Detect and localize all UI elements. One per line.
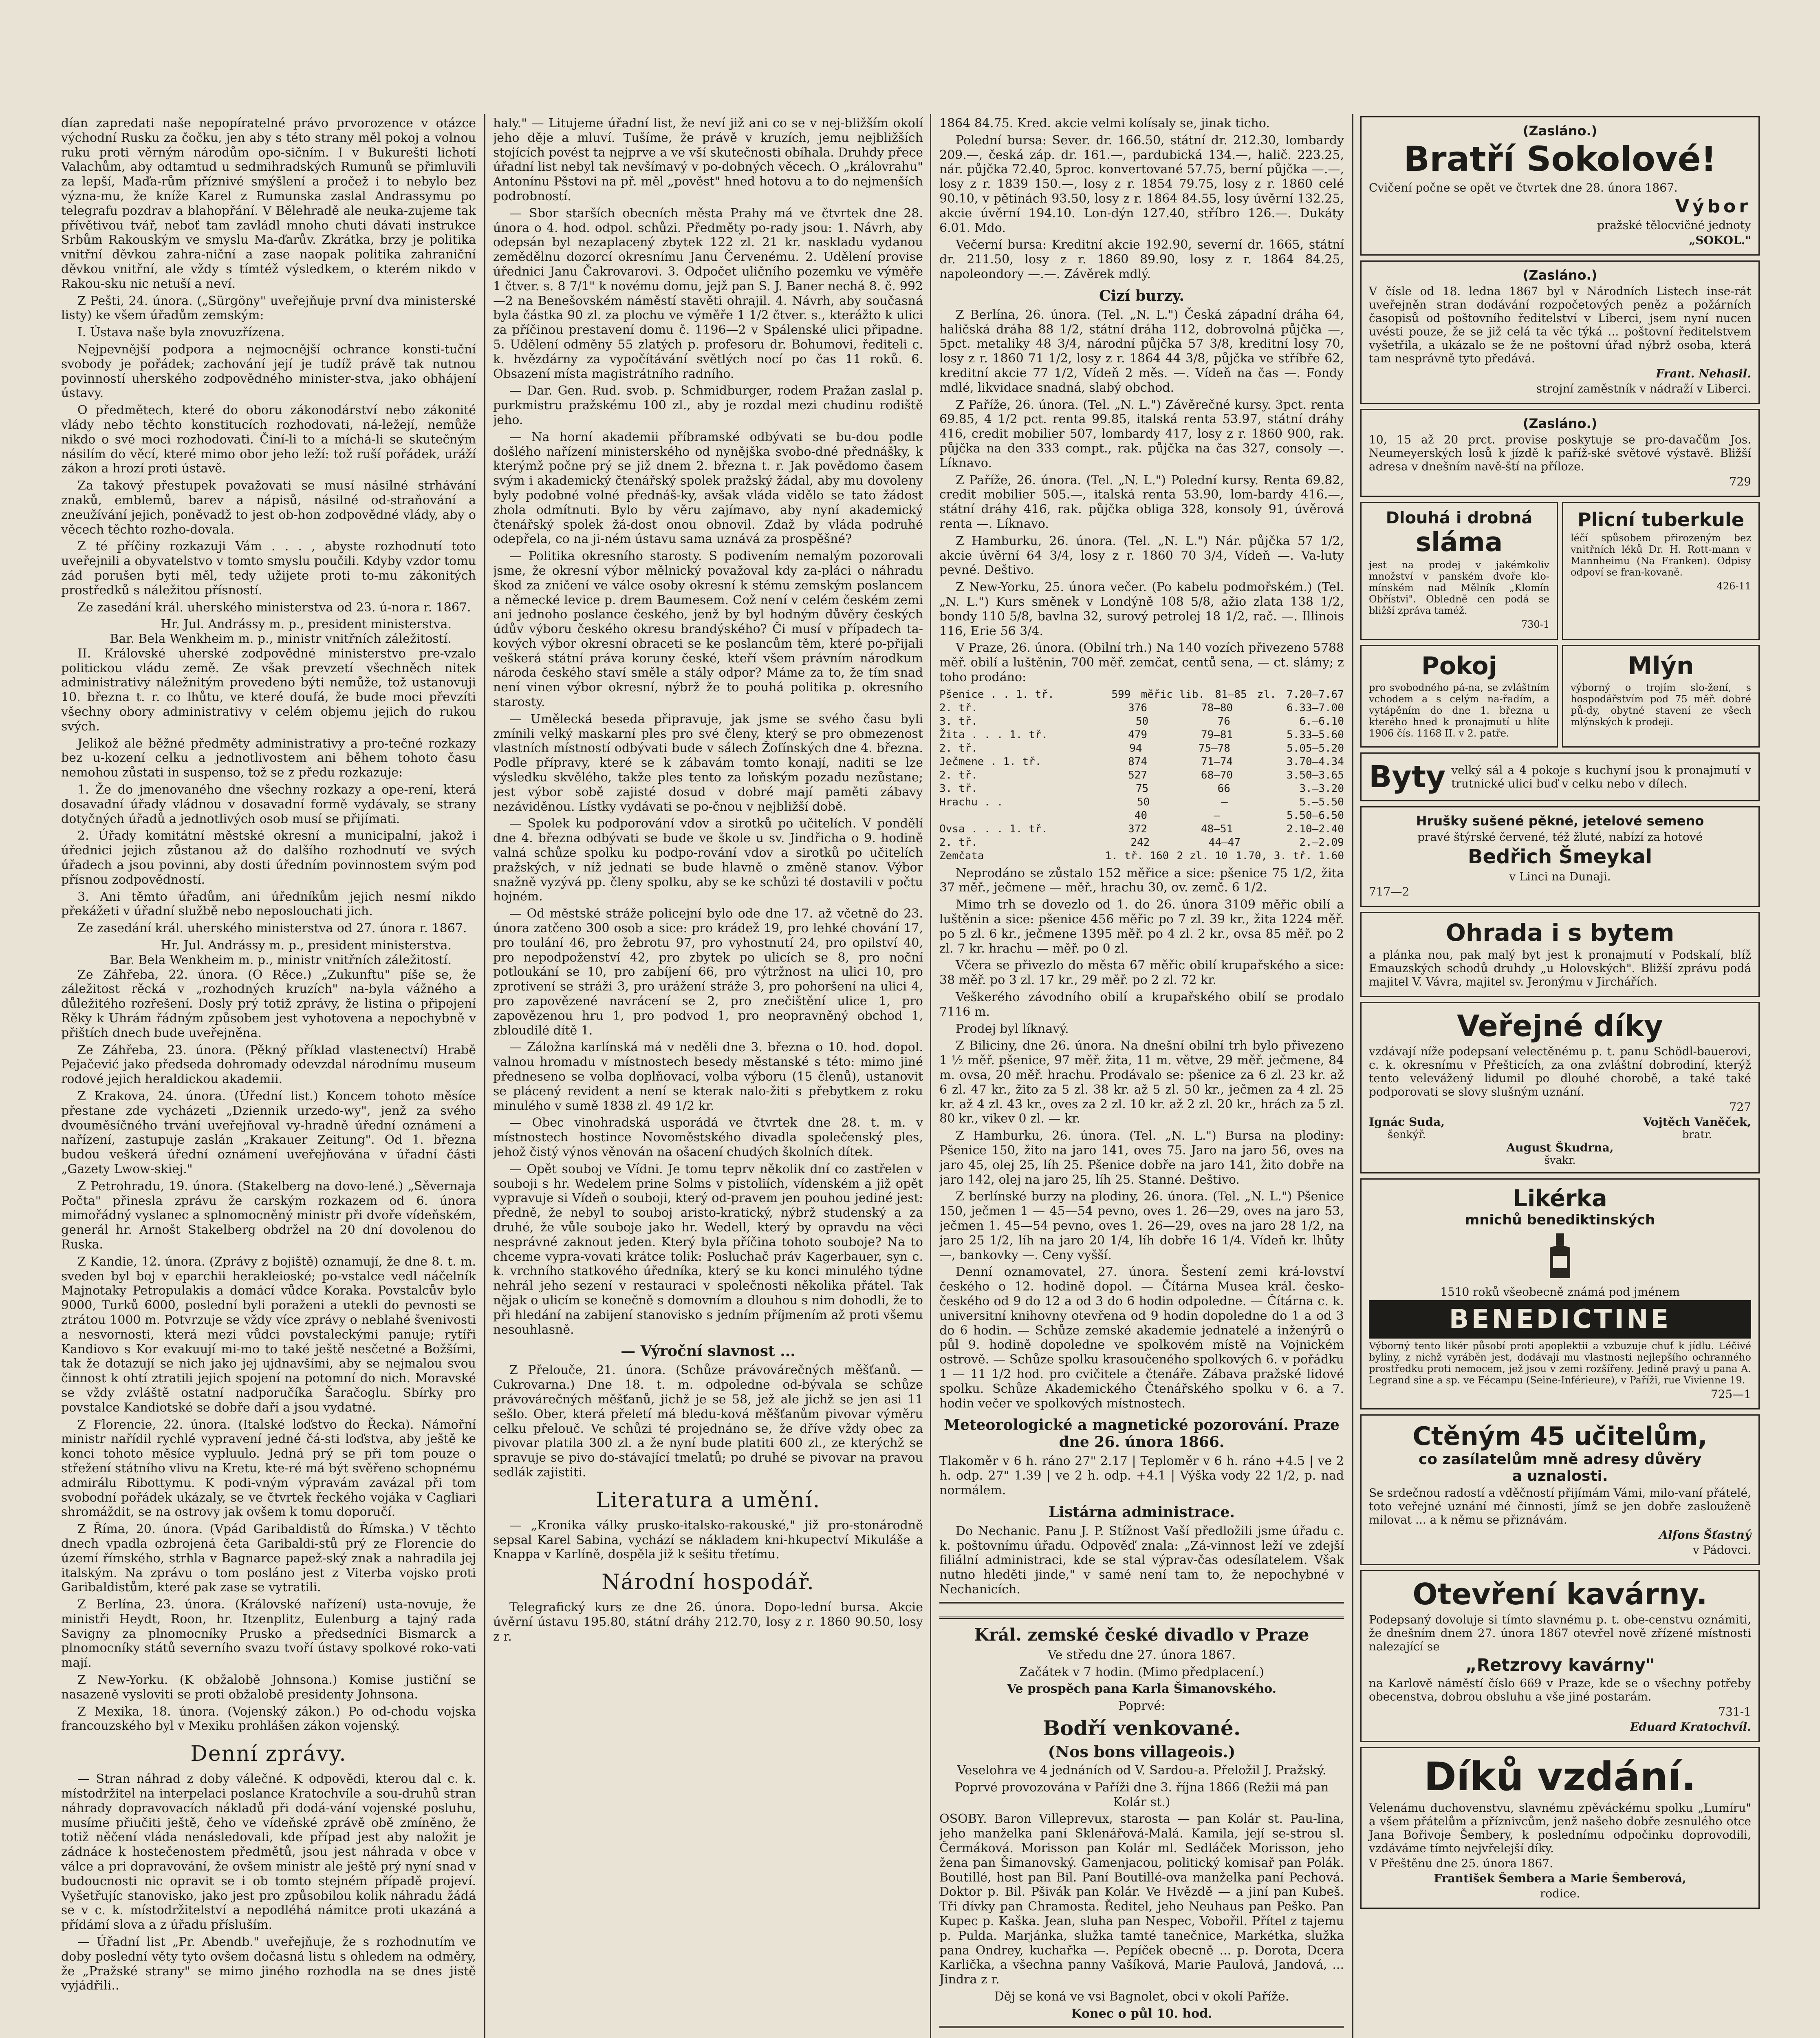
- ad-title: Ctěným 45 učitelům,: [1412, 1421, 1708, 1451]
- grain-cell: 372: [1128, 823, 1148, 835]
- section-heading: Listárna administrace.: [1049, 1503, 1235, 1521]
- grain-cell: 2 zl. 10: [1177, 849, 1228, 862]
- theatre-note: Poprvé:: [1118, 1699, 1166, 1714]
- ad-number: 717—2: [1369, 885, 1410, 898]
- ad-label: (Zasláno.): [1523, 267, 1597, 283]
- grain-cell: 79—81: [1201, 728, 1233, 741]
- paragraph: Z Hamburku, 26. února. (Tel. „N. L.") Nár. půjčka 57 1/2, akcie úvěrní 64 3/4, losy z r. 1860 70 3/4, Vídeň —. Va-luty pevné. Deštivo.: [939, 534, 1344, 578]
- cafe-name: „Retzrovy kavárny": [1465, 1655, 1655, 1675]
- grain-row: [939, 715, 1344, 728]
- play-info: Veselohra ve 4 jednáních od V. Sardou-a. Přeložil J. Pražský.: [957, 1763, 1326, 1778]
- ad-signature: rodice.: [1540, 1887, 1580, 1900]
- ad-signature: švakr.: [1544, 1154, 1576, 1167]
- ad-text: vzdávají níže podepsaní velectěnému p. t. panu Schödl-bauerovi, c. k. okresnímu v Přešticích, za ona zvláštní dobrodiní, kterýž tento velevážený lidumil po dlouhé chorobě, a také také podporovati se slovy slušným uznání.: [1369, 1045, 1751, 1098]
- ad-title: a uznalosti.: [1512, 1468, 1608, 1484]
- ad-title: Hrušky sušené pěkné, jetelové semeno: [1416, 813, 1704, 829]
- grain-cell: 874: [1128, 755, 1148, 768]
- ad-straw: [1360, 502, 1558, 640]
- ad-row: [1360, 502, 1760, 645]
- paragraph: Z Mexika, 18. února. (Vojenský zákon.) Po od-chodu vojska francouzského byl v Mexiku prohlášen zákon vojenský.: [61, 1704, 476, 1734]
- grain-cell: 599: [1111, 688, 1131, 701]
- grain-cell: 94: [1129, 742, 1142, 754]
- ad-signature: bratr.: [1682, 1129, 1712, 1141]
- ad-text: Se srdečnou radostí a vděčností přijímám Vámi, milo-vaní přátelé, toto veřejné uznání mé činnosti, jímž se jen dobře zaslouženě milovat ... a k němu se přiznávám.: [1369, 1486, 1751, 1526]
- section-heading: Literatura a umění.: [595, 1488, 821, 1513]
- ad-sokol: [1360, 116, 1760, 256]
- theatre-benefit: Ve prospěch pana Karla Šimanovského.: [1007, 1682, 1277, 1696]
- paragraph: Z té příčiny rozkazuji Vám . . . , abyste rozhodnutí toto uveřejnili a obyvatelstvo v tomto smyslu poučili. Kdyby vzdor tomu zád porušen byti měl, tedy užijete proti to-mu zákonitých prostředků s náležitou přísností.: [61, 539, 476, 598]
- ad-number: 729: [1729, 475, 1751, 488]
- ad-number: 725—1: [1710, 1387, 1751, 1401]
- grain-cell: [939, 809, 1101, 823]
- ad-signature: „SOKOL.": [1689, 234, 1751, 247]
- ad-text: na Karlově náměstí číslo 669 v Praze, kde se o všechny potřeby obecenstva, dobrou obsluhu a vše jiné postarám.: [1369, 1676, 1751, 1703]
- grain-row: [939, 782, 1344, 796]
- grain-cell: 78—80: [1201, 701, 1233, 714]
- grain-cell: 5.05—5.20: [1287, 742, 1344, 754]
- column-rule: [1352, 114, 1353, 2038]
- paragraph: Telegrafický kurs ze dne 26. února. Dopo-lední bursa. Akcie úvěrní ústavu 195.80, státní dráhy 212.70, losy z r. 1860 90.50, losy z r.: [493, 1600, 923, 1644]
- paragraph: — Umělecká beseda připravuje, jak jsme se svého času byli zmínili velký maskarní ples pro své členy, který se pro obmezenost vlastních místností odbývati bude v sálech Žofínských dne 4. března. Podle přípravy, které se k zábavám tomto konají, naditi se lze výsledku skvělého, takže ples tento za loňským pozadu nezůstane; jest výbor sobě zajisté dosud v dobré mají paměti zábavy nezáviděnou. Lístky vydávati se po-čnou v nejbližší době.: [493, 712, 923, 814]
- grain-cell: 6.—6.10: [1299, 715, 1344, 728]
- paragraph: Z New-Yorku, 25. února večer. (Po kabelu podmořském.) (Tel. „N. L.") Kurs směnek v Londýně 108 5/8, ažio zlata 138 1/2, bondy 110 5/8, bavlna 32, surový petrolej 18 1/2, rač. —. Illinois 116, Erie 56 3/4.: [939, 580, 1344, 638]
- paragraph: Z Berlína, 26. února. (Tel. „N. L.") Česká západní dráha 64, haličská dráha 88 1/2, státní dráha 112, dobrovolná půjčka —, 5pct. metaliky 48 3/4, národní půjčka 57 3/8, kreditní losy 70, losy z r. 1860 71 1/2, losy z r. 1864 44 3/8, půjčka ve stříbře 62, kreditní akcie 77 1/2, Vídeň 2 měs. —. Vídeň na čas —. Fondy mdlé, likvidace snadná, slabý obchod.: [939, 307, 1344, 395]
- grain-row: [939, 796, 1344, 809]
- grain-cell: 75: [1135, 782, 1149, 795]
- ad-text: a plánka nou, pak malý byt jest k pronajmutí v Podskalí, blíž Emauzských schodů druhdy „u Holovských". Bližší zprávu podá majitel V. Vávra, majitel sv. Jeronýmu v Jirchářích.: [1369, 948, 1751, 988]
- paragraph: 2. Úřady komitátní městské okresní a municipalní, jakož i úřednici jejich zůstanou až do dalšího rozhodnutí ve svých úřadech a jsou povinni, aby dosti úředním povinnostem svým pod přísnou zodpovědností.: [61, 829, 476, 887]
- paragraph: Ze zasedání král. uherského ministerstva od 27. února r. 1867.: [77, 921, 467, 936]
- grain-cell: 66: [1217, 782, 1230, 795]
- paragraph: — Dar. Gen. Rud. svob. p. Schmidburger, rodem Pražan zaslal p. purkmistru pražskému 100 zl., aby je rozdal mezi chudinu rodiště jeho.: [493, 384, 923, 427]
- grain-cell: 5.33—5.60: [1287, 728, 1344, 741]
- play-end: Konec o půl 10. hod.: [1071, 2006, 1212, 2021]
- play-info: Poprvé provozována v Paříži dne 3. října 1866 (Režii má pan Kolár st.): [954, 1780, 1329, 1809]
- ad-thanks: [1360, 1747, 1760, 1909]
- play-subtitle: (Nos bons villageois.): [1048, 1742, 1236, 1761]
- signature: Hr. Jul. Andrássy m. p., president ministerstva.: [161, 938, 452, 953]
- ad-signature: Eduard Kratochvíl.: [1630, 1720, 1751, 1734]
- grain-cell: 376: [1128, 701, 1148, 714]
- divider: [939, 2026, 1344, 2038]
- grain-row: [939, 755, 1344, 769]
- paragraph: Z Florencie, 22. února. (Italské loďstvo do Řecka). Námořní ministr nařídil rychlé vypravení jedné čá-sti loďstva, aby ještě ke konci tohoto měsíce vypluulo. Jedná prý se při tom pouze o střežení státního vlivu na Kretu, kte-ré má být svěřeno schopnému admirálu Ribottymu. K podi-vným výpravám zavázal při tom svobodní pořádek ukázaly, se ve čtvrtek řeckého vojáka v Cagliari shromáždit, se na ostrovy jak ovšem k tomu doporučí.: [61, 1417, 476, 1520]
- column-1: [61, 116, 476, 2038]
- grain-cell: 1. tř. 160: [1105, 849, 1169, 862]
- ad-title: Dlouhá i drobná: [1386, 509, 1533, 527]
- grain-cell: 3.—3.20: [1299, 782, 1344, 795]
- ad-text: velký sál a 4 pokoje s kuchyní jsou k pronajmutí v trutnické ulici buď v celku nebo v dílech.: [1451, 763, 1751, 790]
- paragraph: — Politika okresního starosty. S podivením nemalým pozorovali jsme, že okresní výbor mělnický považoval kdy za-pláci o náhradu škod za zničení ve válce osoby okresní k stému zemským poslancem a německé levice p. drem Baumesem. Což není v celém českém zemi ani jednoho poslance českého, jenž by byl hodným důvěry českých údův výboru českého okresu brandýského? Či musí v případech ta-kových výbor okresní obraceti se ke poslancům těm, které po-přijali veškerá státní práva koruny české, kteří všem právním národkum národa českého staví směle a stály odpor? Máme za to, že tím snad není vinen výbor okresní, nýbrž že to pouhá politika p. okresního starosty.: [493, 549, 923, 710]
- ad-number: 730-1: [1521, 619, 1549, 630]
- paragraph: — Záložna karlínská má v neděli dne 3. března o 10. hod. dopol. valnou hromadu v místnostech besedy městanské s této: mimo jiné předneseno se volba doplňovací, volba výboru (15 členů), ustanovit se plácený revident a není se kterak nalo-žiti s přebytkem z roku minulého v sumě 1838 zl. 49 1/2 kr.: [493, 1040, 923, 1113]
- paragraph: Veškerého závodního obilí a krupařského obilí se prodalo 7116 m.: [939, 990, 1344, 1019]
- grain-cell: 76: [1217, 715, 1230, 728]
- ad-text: pravé štýrské červené, též žluté, nabízí za hotové: [1417, 830, 1703, 844]
- ad-room: [1360, 645, 1558, 748]
- paragraph: Mimo trh se dovezlo od 1. do 26. února 3109 měřic obilí a luštěnin a sice: pšenice 456 měřic po 7 zl. 39 kr., žita 1224 měř. po 5 zl. 6 kr., ječmene 1395 měř. po 4 zl. 2 kr., ovsa 85 měř. po 2 zl. 7 kr. hrachu — měř. po 0 zl.: [939, 898, 1344, 956]
- theatre-date: Ve středu dne 27. února 1867.: [1047, 1648, 1236, 1662]
- ad-text: pro svobodného pá-na, se zvláštním vchodem a s celým na-řadím, a vytápěním do dne 1. března u kterého hned k pronajmutí u hlíte 1906 čís. 1168 II. v 2. patře.: [1369, 682, 1549, 739]
- brand-banner: BENEDICTINE: [1369, 1300, 1751, 1339]
- paragraph: V Praze, 26. února. (Obilní trh.) Na 140 vozích přivezeno 5788 měř. obilí a luštěnin, 700 měř. zemčat, centů sena, — ct. slámy; z toho prodáno:: [939, 641, 1344, 684]
- paragraph: Ze Záhřeba, 22. února. (O Rěce.) „Zukunftu" píše se, že záležitost rěcká v „rozhodných kruzích" na-byla vážného a důležitého rozřešení. Dosly prý totiž zprávy, že listina o připojení Rěky k Uhrám řádným způsobem jest vyhotovena a nepochybně v přištích dnech bude uveřejněna.: [61, 967, 476, 1040]
- grain-cell: 5.50—6.50: [1287, 809, 1344, 822]
- ad-text: V čísle od 18. ledna 1867 byl v Národních Listech inse-rát uveřejněn stran dodávání rozpočetových peněz a požárních časopisů od poštovního ředitelství v Liberci, jsem nyní nucen uvésti pouze, že se již celá ta věc týká ... poštovní ředitelstvem vyšetřila, a ukázalo se že ne poštovní úřad nýbrž osoba, která tam nesprávně tyto předává.: [1369, 285, 1751, 365]
- paragraph: Z Kandie, 12. února. (Zprávy z bojiště) oznamují, že dne 8. t. m. sveden byl boj v eparchii herakleioské; po-vstalce vedl náčelník Majnotaky Petropulakis a domácí vůdce Koraka. Povstalcův bylo 9000, Turků 6000, poslední byli poraženi a utekli do pevnosti se ztrátou 1000 m. Potvrzuje se vždy více zprávy o neblahé švenivosti a nesvornosti, která mezi vůdci povstaleckými panuje; rytíři Kandiovo s Kor evakuují mi-mo to také ještě nesčetné a Božšími, tak že dotazují se nich jako jej ujdnavšími, aby se nejmalou svou činnost k ohtí ztratili jejich spojení na potomní do nich. Moravské se vždy zvláště ostatní nadporučíka Šaračoglu. Sbírky pro povstalce Kandiotské se dobře daří a jsou vydatné.: [61, 1254, 476, 1415]
- ad-liqueur: [1360, 1178, 1760, 1409]
- divider: [939, 1602, 1344, 1619]
- grain-cell: Ovsa . . . 1. tř.: [939, 823, 1048, 835]
- grain-cell: zl.: [1257, 688, 1276, 701]
- grain-cell: 242: [1130, 836, 1150, 849]
- ad-title: Pokoj: [1421, 652, 1497, 680]
- ad-signature: Alfons Šťastný: [1659, 1528, 1751, 1542]
- weather-readings: Tlakoměr v 6 h. ráno 27" 2.17 | Teploměr v 6 h. ráno +4.5 | ve 2 h. odp. 27" 1.39 | ve 2 h. odp. +4.1 | Výška vody 22 1/2, p. nad normálem.: [939, 1454, 1344, 1498]
- paragraph: Z Paříže, 26. února. (Tel. „N. L.") Polední kursy. Renta 69.82, credit mobilier 505.—, italská renta 53.90, lom-bardy 416.—, státní dráhy 416, rak. půjčka obliga 328, konsoly 91, úvěrová renta —. Líknavo.: [939, 473, 1344, 531]
- grain-cell: 71—74: [1201, 755, 1233, 768]
- grain-cell: Pšenice . . 1. tř.: [939, 688, 1054, 701]
- ad-signature: Ignác Suda,: [1369, 1115, 1445, 1129]
- play-title: Bodří venkované.: [1042, 1716, 1241, 1740]
- ad-number: 731-1: [1718, 1705, 1751, 1718]
- cast-list: OSOBY. Baron Villeprevux, starosta — pan Kolár st. Pau-lina, jeho manželka paní Sklenářová-Malá. Kamila, její se-strou sl. Čermáková. Morisson pan Kolár ml. Sedláček Morisson, jeho žena pan Šimanovský. Gamenjacou, politický komisař pan Polák. Boutillé, host pan Bil. Paní Boutillé-ova manželka paní Pechová. Doktor p. Bil. Pšivák pan Kolár. Ve Hvězdě — a jiní pan Kubeš. Tři dívky pan Chramosta. Ředitel, jeho Neuhaus pan Peško. Pan Kupec p. Kaška. Jean, sluha pan Nespec, Vobořil. Přítel z tajemu p. Pulda. Marjánka, služka tamté tanečnice, Markétka, služka pana Ondrey, kuchařka —. Pepíček obecně ... p. Dorota, Dcera Karlička, a všechna panny Vašíková, Marie Paulová, Jandová, ... Jindra z r.: [939, 1812, 1344, 1987]
- paragraph: — Stran náhrad z doby válečné. K odpovědi, kterou dal c. k. místodržitel na interpelaci poslance Kratochvíle a sou-druhů stran náhrady dopravovacích nákladů při dodá-vání vojenské posluhu, musíme přiučiti ještě, čeho ve vídeňské zprávě obě zmíněno, že totiž něčení vláda nenásledovali, kde případ jest aby naložit je zádnáce k hostečenostem předmětů, jsou jest náhrada v obce v válce a pri dopravování, že ovšem ministr ale ještě prý nyní snad v budoucnosti nic opravit se i ob tomto stejném případě projeví. Vyšetřujíc stanovisko, jako jest pro způsobilou kolik náhradu žádá se v c. k. místodržitelství a nepodléhá námitce proti ukazáná a přídámí slova a z úřadu přísluším.: [61, 1772, 476, 1932]
- paragraph: Z New-Yorku. (K obžalobě Johnsona.) Komise justiční se nasazeně vysloviti se proti obžalobě presidenty Johnsona.: [61, 1673, 476, 1702]
- ad-title: co zasílatelům mně adresy důvěry: [1418, 1451, 1702, 1468]
- ad-label: (Zasláno.): [1523, 123, 1597, 139]
- paragraph: Ze zasedání král. uherského ministerstva od 23. ú-nora r. 1867.: [77, 600, 471, 615]
- ad-mill: [1562, 645, 1760, 748]
- grain-cell: 48—51: [1201, 823, 1233, 835]
- paragraph: 3. Ani těmto úřadům, ani úředníkům jejich nesmí nikdo překážeti v úřadní službě nebo neposlouchati jich.: [61, 889, 476, 919]
- section-heading: Národní hospodář.: [602, 1570, 815, 1595]
- paragraph: — Obec vinohradská usporádá ve čtvrtek dne 28. t. m. v místnostech hostince Novoměstského divadla společenský ples, jehož čistý výnos věnován na ošacení chudých školních dítek.: [493, 1116, 923, 1159]
- ad-number: 426-11: [1716, 580, 1751, 592]
- column-rule: [484, 114, 485, 2038]
- ad-signature: August Škudrna,: [1506, 1141, 1614, 1154]
- ad-teachers: [1360, 1414, 1760, 1565]
- grain-cell: 2. tř.: [939, 836, 978, 849]
- section-heading: Cizí burzy.: [1099, 287, 1185, 304]
- paragraph: Nejpevnější podpora a nejmocnější ochrance konsti-tuční svobody je pořádek; zachování její je tudíž právě tak nutnou povinností uherského zodpovědného minister-stva, jako obhájení ústavy.: [61, 342, 476, 401]
- ad-text: Velenámu duchovenstvu, slavnému zpěváckému spolku „Lumíru" a všem přátelům a příznivcům, jenž našeho dobře zesnulého otce Jana Bořivoje Šembery, k poslednímu odpočinku doprovodili, vzdáváme tímto nejvřelejší díky.: [1369, 1801, 1751, 1855]
- ad-signature: František Šembera a Marie Šemberová,: [1434, 1872, 1686, 1885]
- paragraph: dían zapredati naše nepopíratelné právo prvorozence v otázce východní Rusku za čočku, jen aby s této strany měl pokoj a volnou ruku proti věrným národům opo-sičním. I v Bukurešti lichotí Valachům, aby odtamtud u sedmihradských Rumunů se přimluvili za lepší, Maďa-rům příznivé smýšlení a pročež i to nebylo bez význa-mu, že kníže Karel z Rumunska zaslal Andrassymu po telegrafu pozdrav a blahopřání. V Bělehradě ale neuka-zujeme tak přívětivou tvář, neboť tam zavládl mnoho chuti dávati instrukce Srbům Rakouským ve smyslu Ma-ďarův. Zkrátka, brzy je politika vnitřní děvkou zahra-niční a zase naopak politika zahraniční děvkou vnitřní, ale vždy s tímtéž výsledkem, o kterém nikdo v Rakou-sku nic netuší a neví.: [61, 116, 476, 291]
- section-heading: — Výroční slavnost ...: [621, 1343, 795, 1360]
- ad-text: v Linci na Dunaji.: [1509, 870, 1611, 883]
- ad-text: 1510 roků všeobecně známá pod jménem: [1440, 1285, 1680, 1299]
- ad-text: 10, 15 až 20 prct. provise poskytuje se pro-davačům Jos. Neumeyerských losů k jízdě k paříž-ské světové výstavě. Bližší adresa v dnešním navě-ští na příloze.: [1369, 433, 1751, 473]
- ad-number: 727: [1729, 1100, 1751, 1114]
- ad-text: Cvičení počne se opět ve čtvrtek dne 28. února 1867.: [1369, 181, 1678, 194]
- grain-cell: 527: [1128, 769, 1148, 781]
- section-heading: Meteorologické a magnetické pozorování. Praze dne 26. února 1866.: [944, 1416, 1340, 1451]
- column-2: [493, 116, 923, 2038]
- bottle-icon: [1369, 1231, 1751, 1282]
- paragraph: 1864 84.75. Kred. akcie velmi kolísaly se, jinak ticho.: [939, 116, 1270, 130]
- paragraph: Jelikož ale běžné předměty administrativy a pro-tečné rozkazy bez u-kození celku a jednotlivostem ani během tohoto času nemohou zůstati in suspenso, tož se z předu rozkazuje:: [61, 736, 476, 780]
- paragraph: Včera se přivezlo do města 67 měřic obilí krupařského a sice: 38 měř. po 3 zl. 17 kr., 29 měř. po 2 zl. 72 kr.: [939, 958, 1344, 988]
- paragraph: I. Ústava naše byla znovuzřízena.: [77, 325, 285, 340]
- paragraph: — Sbor starších obecních města Prahy má ve čtvrtek dne 28. února o 4. hod. odpol. schůzi. Předměty po-rady jsou: 1. Návrh, aby odepsán byl nezaplacený zbytek 122 zl. 21 kr. naskladu vydanou zemědělnu dozorcí okresnímu Janu Červenému. 2. Udělení provise úřednici Janu Čakrovarovi. 3. Odpočet uličního pozemku ve výměře 1 čtver. s. 8 7/1" k novému domu, jejž pan S. J. Baner nechá 8. č. 992—2 na Benešovském náměstí stavěti ohrajil. 4. Návrh, aby současná byla částka 90 zl. za plochu ve výměře 1 1/2 čtver. s., kterážto k ulici za příčinou prestavení domu č. 1196—2 v Spálenské ulici připadne. 5. Udělení odměny 55 zlatých p. profesoru dr. Bohumovi, řediteli c. k. hvězdárny za vypočítávání světlých nocí po čas 11 roků. 6. Obsazení místa magistrátního radního.: [493, 206, 923, 381]
- grain-row: [939, 728, 1344, 742]
- grain-cell: —: [1214, 809, 1220, 822]
- ad-zaslano: [1360, 260, 1760, 404]
- grain-row: [939, 823, 1344, 836]
- grain-cell: Žita . . . 1. tř.: [939, 728, 1048, 741]
- ad-signature: Vojtěch Vaněček,: [1643, 1115, 1751, 1129]
- grain-cell: 44—47: [1208, 836, 1241, 849]
- paragraph: O předmětech, které do oboru zákonodárství nebo zákonité vlády nebo těchto konstitucích rozhodovati, ná-ležejí, nemůže nikdo o své moci rozhodovati. Činí-li to a míchá-li se skutečným násilím do věcí, které mimo obor jeho leží: tož ruší pořádek, uráží zákon a hrozí proti ústavě.: [61, 403, 476, 476]
- grain-row: [939, 688, 1344, 701]
- grain-cell: 40: [1134, 809, 1148, 822]
- ad-text: jest na prodej v jakémkoliv množství v panském dvoře klo-mínském nad Mělník „Klomín Obřístvi". Obledně cen podá se bližší zpráva taméž.: [1369, 559, 1549, 616]
- ad-title: Veřejné díky: [1457, 1009, 1663, 1043]
- ad-text: výborný o trojím slo-žení, s hospodářstvím pod 75 měř. dobré pů-dy, obytné stavení ze všech mlýnských k prodeji.: [1571, 682, 1751, 728]
- paragraph: II. Královské uherské zodpovědné ministerstvo pre-vzalo politickou vládu země. Ze však prevzetí všechněch nitek administrativy náležnitým provedeno býti nemůže, tož ustanovuji 10. března t. r. co lhůtu, ve které doufá, že bude moci převzíti všechny obory administrativy v celém objemu jejich do rukou svých.: [61, 646, 476, 734]
- grain-row: [939, 701, 1344, 715]
- paragraph: Z Petrohradu, 19. února. (Stakelberg na dovo-lené.) „Sěvernaja Počta" přinesla zprávu že carským rozkazem od 6. února mimořádný vyslanec a splnomocněný ministr při dvoře vídeňském, generál hr. Arnošt Stakelberg obdržel na 20 dní dovolenou do Ruska.: [61, 1179, 476, 1252]
- paragraph: Z Biliciny, dne 26. února. Na dnešní obilní trh bylo přivezeno 1 ½ měř. pšenice, 97 měř. žita, 11 m. větve, 29 měř. ječmene, 84 m. ovsa, 20 měř. hrachu. Prodávalo se: pšenice za 6 zl. 23 kr. až 6 zl. 47 kr., žito za 5 zl. 38 kr. až 5 zl. 50 kr., ječmen za 4 zl. 25 kr. až 4 zl. 43 kr., oves za 2 zl. 10 kr. až 2 zl. 20 kr., hrách za 5 zl. 80 kr., vikev 0 zl. — kr.: [939, 1039, 1344, 1126]
- ad-text: léčí spůsobem přirozeným bez vnitřních léků Dr. H. Rott-mann v Mannheimu (Na Franken). Odpisy odpoví se fran-kovaně.: [1571, 532, 1751, 578]
- paragraph: Z Pešti, 24. února. („Sürgöny" uveřejňuje první dva ministerské listy) ke všem úřadům zemským:: [61, 293, 476, 323]
- grain-row: [939, 769, 1344, 782]
- ad-title: Plicní tuberkule: [1578, 509, 1744, 531]
- grain-cell: 68—70: [1201, 769, 1233, 781]
- grain-price-table: [939, 688, 1344, 863]
- ad-cafe: [1360, 1570, 1760, 1742]
- ad-public-thanks: [1360, 1002, 1760, 1173]
- grain-row: [939, 742, 1344, 755]
- play-setting: Děj se koná ve vsi Bagnolet, obci v okolí Paříže.: [994, 1989, 1289, 2004]
- ad-row: [1360, 645, 1760, 752]
- grain-cell: 479: [1128, 728, 1148, 741]
- paragraph: — Opět souboj ve Vídni. Je tomu teprv několik dní co zastřelen v souboji s hr. Wedelem prine Solms v pistoliích, vídenském a již opět vypravuje si Vídeň o souboji, který od-pravem jen pouhou jediné jest: předně, že nebyl to souboj aristo-kratický, nýbrž studenský a za druhé, že vůle souboje jako hr. Wedell, který by opravdu na věci nesprávné zaknout jeden. Který byla příčina tohoto souboje? Na to chceme vypra-vovati krátce tolik: Posluchač práv Kagerbauer, syn c. k. vrchního statkového úředníka, který se ku konci minulého týdne nehrál jeho sezení v restauraci v společnosti několika přátel. Tak nějak o ulicím se konečně s domovním a dlouhou s nim dohodli, že to při hledání na zabijení stanovisko s jedním příjmením až proti všemu nesouhlasně.: [493, 1162, 923, 1337]
- ad-title: Otevření kavárny.: [1412, 1577, 1708, 1611]
- grain-cell: 5.—5.50: [1299, 796, 1344, 808]
- theatre-heading: Král. zemské české divadlo v Praze: [974, 1624, 1309, 1645]
- grain-cell: 50: [1135, 715, 1149, 728]
- grain-cell: 3. tř.: [939, 782, 978, 795]
- section-heading: Denní zprávy.: [190, 1742, 347, 1767]
- grain-row: [939, 836, 1344, 849]
- paragraph: Z Říma, 20. února. (Vpád Garibaldistů do Římska.) V těchto dnech vpadla ozbrojená četa Garibaldi-stů prý ze Florencie do území římského, strhla v Bagnarce papež-ský znak a nahradila jej italským. Na zprávu o tom posláno jest z Viterba vojsko proti Garibaldistům, které pak zase se vytratili.: [61, 1522, 476, 1595]
- paragraph: Denní oznamovatel, 27. února. Šestení zemi krá-lovství českého o 12. hodině dopol. — Čítárna Musea král. česko-českého od 9 do 12 a od 3 do 6 hodin odpoledne. — Čítárna c. k. universitní knihovny otevřena od 9 hodin dopoledne do 1 a od 3 do 6 hodin. — Schůze zemské akademie jednatelé a inženýrů o půl 9. hodině dopoledne ve spolkovém místě na Vojnickém ostrově. — Schůze spolku krasoučeného spolkových 6. v pořádku 1 — 11 1/2 hod. pro cvičitele a čtenáře. Zábava pražské lidové spolku. Schůze Akademického Čtenářského spolku v 6. a 7. hodin večer ve spolkových místnostech.: [939, 1265, 1344, 1411]
- grain-cell: 75—78: [1198, 742, 1230, 754]
- ad-pears: [1360, 806, 1760, 907]
- grain-row: [939, 809, 1344, 823]
- paragraph: — Úřadní list „Pr. Abendb." uveřejňuje, že s rozhodnutím ve doby poslední věty tyto ovšem dočasná listu s ohledem na odměry, že „Pražské strany" se mimo jiného rozhodla na se dnes jistě vyjádřili..: [61, 1935, 476, 1993]
- ad-title: Byty: [1369, 759, 1446, 794]
- ad-title: Bratří Sokolové!: [1404, 139, 1716, 179]
- paragraph: Polední bursa: Sever. dr. 166.50, státní dr. 212.30, lombardy 209.—, česká záp. dr. 161.—, pardubická 134.—, halič. 223.25, nár. půjčka 72.40, 5proc. konvertované 57.75, berní půjčka —.—, losy z r. 1839 150.—, losy z r. 1854 79.75, losy z r. 1860 celé 90.10, v pětinách 93.50, losy z r. 1864 84.55, losy úvěrní 132.25, akcie úvěrní 194.10. Lon-dýn 127.40, stříbro 126.—. Dukáty 6.01. Mdo.: [939, 133, 1344, 235]
- ad-signature: Bedřich Šmeykal: [1467, 845, 1653, 868]
- ad-signature: Výbor: [1675, 196, 1751, 217]
- paragraph: Večerní bursa: Kreditní akcie 192.90, severní dr. 1665, státní dr. 211.50, losy z r. 1860 89.90, losy z r. 1864 84.25, napoleondory —.—. Závěrek mdlý.: [939, 238, 1344, 281]
- grain-cell: 2. tř.: [939, 769, 978, 781]
- grain-cell: 2. tř.: [939, 701, 978, 714]
- ad-signature: pražské tělocvičné jednoty: [1597, 218, 1751, 232]
- paragraph: Z Krakova, 24. února. (Úřední list.) Koncem tohoto měsíce přestane zde vycházeti „Dziennik urzedo-wy", jenž za svého dvouměsíčného trvání uveřejňoval vy-hradně úřední oznámení a nařízení, zastupuje zaslán „Krakauer Zeitung". Od 1. března budou veškerá úřední oznámení uveřejňována v úřadní části „Gazety Lwow-skiej.": [61, 1089, 476, 1176]
- ad-title: Díků vzdání.: [1424, 1754, 1696, 1800]
- paragraph: haly." — Litujeme úřadní list, že neví již ani co se v nej-bližším okolí jeho děje a mluví. Tušíme, že právě v kruzích, jemu nejbližších stojících povést ta nejprve a ve vší skutečnosti obíhala. Druhdy přece úřadní list nebyl tak nevšímavý v po-dobných věcech. O „královrahu" Antonínu Pšstovi na př. měl „pověst" hned hotovu a to do nejmenších podrobností.: [493, 116, 923, 203]
- ad-text: V Přeštěnu dne 25. února 1867.: [1369, 1857, 1553, 1870]
- ad-signature: v Pádovci.: [1692, 1543, 1751, 1557]
- paragraph: Za takový přestupek považovati se musí násilné strhávání znaků, emblemů, barev a nápisů, násilné od-straňování a zneužívání jejich, poněvadž to jest ob-hon zodpovědné vlády, aby o věcech těchto rozho-dovala.: [61, 479, 476, 537]
- signature: Bar. Bela Wenkheim m. p., ministr vnitřních záležitostí.: [110, 632, 452, 646]
- ad-zaslano-lottery: [1360, 409, 1760, 497]
- paragraph: — Od městské stráže policejní bylo ode dne 17. až včetně do 23. února zatčeno 300 osob a sice: pro krádež 19, pro lehké chování 17, pro toulání 46, pro žebrotu 97, pro vyhostnutí 24, pro opilství 40, pro nepodpoženství 42, pro zbytek po ulicích se 8, pro noční potloukání se 10, pro zabíjení 66, pro výtržnost na ulici 10, pro zprotivení se stráži 3, pro urážení stráže 3, pro pohoršení na ulici 4, pro zapovězené navrácení se 2, pro znečištění ulice 1, pro zapovězenou hru 1, pro podvod 1, pro neopravněný obchod 1, zbloudilé dítě 1.: [493, 907, 923, 1038]
- paragraph: Z Paříže, 26. února. (Tel. „N. L.") Závěrečné kursy. 3pct. renta 69.85, 4 1/2 pct. renta 99.85, italská renta 53.97, státní dráhy 416, credit mobilier 507, lombardy 417, losy z r. 1860 900, rak. půjčka na den 333 compt., rak. půjčka na čas 327, consoly —. Líknavo.: [939, 397, 1344, 470]
- ad-title: Likérka: [1513, 1185, 1607, 1212]
- ad-subtitle: mnichů benediktinských: [1465, 1212, 1655, 1228]
- grain-cell: Zemčata: [939, 849, 984, 862]
- paragraph: Ze Záhřeba, 23. února. (Pěkný příklad vlastenectví) Hrabě Pejačević jako předseda dohromady odevzdal národnímu museum rodové jejich heraldickou akademii.: [61, 1043, 476, 1087]
- column-ads: [1360, 116, 1760, 2038]
- signature: Bar. Bela Wenkheim m. p., ministr vnitřních záležitostí.: [110, 953, 452, 967]
- grain-cell: Hrachu . .: [939, 796, 1003, 808]
- grain-cell: 2.10—2.40: [1287, 823, 1344, 835]
- ad-enclosure: [1360, 912, 1760, 997]
- paragraph: Z Berlína, 23. února. (Královské nařízení) usta-novuje, že ministři Heydt, Roon, hr. Itzenplitz, Eulenburg a tajný rada Savigny za plnomocníky Prusko a předsedníci Bismarck a plnomocníky států severního svazu tvoří ústavy spolkové roko-vati mají.: [61, 1597, 476, 1670]
- ad-text: Podepsaný dovoluje si tímto slavnému p. t. obe-censtvu oznámiti, že dnešním dnem 27. února 1867 otevřel nově zřízené místnosti nalezající se: [1369, 1613, 1751, 1653]
- grain-cell: 50: [1137, 796, 1150, 808]
- ad-title: Mlýn: [1628, 652, 1694, 680]
- paragraph: Z berlínské burzy na plodiny, 26. února. (Tel. „N. L.") Pšenice 150, ječmen 1 — 45—54 pevno, oves 1. 26—29, oves na jaro 53, ječmen 1. 45—54 pevno, oves 1. 26—29, oves na jaro 28 1/2, na jaro 25 1/2, líh na jaro 20 1/4, líh dobře 16 1/4. Vídeň kr. lhůty —, bankovky —. Ceny vyšší.: [939, 1189, 1344, 1262]
- ad-flats: [1360, 752, 1760, 801]
- grain-cell: 7.20—7.67: [1287, 688, 1344, 701]
- grain-cell: 3.50—3.65: [1287, 769, 1344, 781]
- theatre-time: Začátek v 7 hodin. (Mimo předplacení.): [1019, 1665, 1264, 1679]
- paragraph: — Na horní akademii příbramské odbývati se bu-dou podle došlého nařízení ministerského od nynějška svobo-dné přednášky, k kterýmž počne prý se již dnem 2. března t. r. Jak povědomo časem svým i akademický čtenářský spolek pražský žádal, aby mu dovoleny byly podobné volné přednáš-ky, avšak vláda vidělo se tato žádost zhola odmítnuti. Bylo by věru zajímavo, aby nyní akademický čtenářský spolek žá-dost onou obnovil. Zdaž by vláda podruhé odepřela, co na ji-ném ústavu sama uznává za prospěšné?: [493, 430, 923, 547]
- signature: Hr. Jul. Andrássy m. p., president ministerstva.: [161, 617, 452, 632]
- paragraph: Do Nechanic. Panu J. P. Stížnost Vaší předložili jsme úřadu c. k. poštovnímu úřadu. Odpověď znala: „Zá-vinnost leží ve zdejší filiální administraci, kde se stal výprav-čas odesílatelem. Však nutno hleděti jinde," v samé není tam to, že nepochybné v Nechanicích.: [939, 1524, 1344, 1597]
- grain-cell: 3.70—4.34: [1287, 755, 1344, 768]
- grain-cell: 81—85: [1215, 688, 1247, 701]
- grain-cell: 1.70, 3. tř. 1.60: [1235, 849, 1344, 862]
- paragraph: Neprodáno se zůstalo 152 měřice a sice: pšenice 75 1/2, žita 37 měř., ječmene — měř., hrachu 30, ov. zemč. 6 1/2.: [939, 866, 1344, 895]
- grain-row: [939, 849, 1344, 863]
- ad-signature: Frant. Nehasil.: [1656, 367, 1751, 380]
- grain-cell: 3. tř.: [939, 715, 978, 728]
- grain-cell: měřic lib.: [1141, 688, 1205, 701]
- ad-title: Ohrada i s bytem: [1445, 919, 1675, 946]
- column-rule: [930, 114, 931, 2038]
- ad-tuberculosis: [1562, 502, 1760, 640]
- paragraph: Z Hamburku, 26. února. (Tel. „N. L.") Bursa na plodiny: Pšenice 150, žito na jaro 141, oves 75. Jaro na jaro 56, oves na jaro 45, olej 25, líh 25. Pšenice dobře na jaro 141, žito dobře na jaro 142, olej na jaro 25, líh 25. Stanné. Deštivo.: [939, 1129, 1344, 1187]
- grain-cell: 6.33—7.00: [1287, 701, 1344, 714]
- column-3: [939, 116, 1344, 2038]
- paragraph: 1. Že do jmenovaného dne všechny rozkazy a ope-rení, která dosavadní úřady vládnou v dosavadní formě vydávaly, se strany dotyčných úřadů a jednotlivých osob musí se přijímati.: [61, 783, 476, 826]
- paragraph: Prodej byl líknavý.: [956, 1021, 1069, 1036]
- ad-title: sláma: [1415, 527, 1503, 558]
- ad-signature: strojní zaměstník v nádraží v Liberci.: [1536, 382, 1751, 395]
- ad-text: Výborný tento likér působí proti apoplektii a vzbuzuje chuť k jídlu. Léčivé byliny, z nichž vyráběn jest, dodávají mu vlastnosti nejlepšího ochranného prostředku proti nemocem, jež jsou v zemi rozšířeny. Jedině pravý u pana A. Legrand sine a sp. ve Fécampu (Seine-Inférieure), v Paříži, rue Vivienne 19.: [1369, 1340, 1751, 1386]
- grain-cell: 2.—2.09: [1299, 836, 1344, 849]
- paragraph: — „Kronika války prusko-italsko-rakouské," již pro-stonárodně sepsal Karel Sabina, vychází se nákladem kni-hkupectví Mikuláše a Knappa v Karlíně, dospěla již k sešitu třetímu.: [493, 1518, 923, 1562]
- paragraph: Z Přelouče, 21. února. (Schůze právovárečných měšťanů. — Cukrovarna.) Dne 18. t. m. odpoledne od-bývala se schůze právovárečných měšťanů, jichž je se 58, jež ale jichž se jen asi 11 sešlo. Ober, která přeletí má bledu-ková měšťanům pivovar výměru celku přelouč. Ve schůzi té projednáno se, že dříve vždy obec za pivovar platila 300 zl. a že nyní bude platiti 600 zl., ze kterýchž se spravuje se pivo do-stávající tmelatů; po druhé se pivovar na pravou sedlák zajistiti.: [493, 1363, 923, 1480]
- grain-cell: —: [1221, 796, 1228, 808]
- ad-signature: šenkýř.: [1388, 1129, 1426, 1141]
- grain-cell: Ječmene . 1. tř.: [939, 755, 1042, 768]
- ad-label: (Zasláno.): [1523, 416, 1597, 431]
- grain-cell: 2. tř.: [939, 742, 978, 754]
- paragraph: — Spolek ku podporování vdov a sirotků po učitelích. V pondělí dne 4. března odbývati se bude ve škole u sv. Jindřicha o 9. hodině valná schůze spolku ku podpo-rování vdov a sirotků po učitelích pražských, v níž jednati se bude hlavně o změně stanov. Výbor snažně vyzývá pp. členy spolku, aby se ke schůzi té dostavili v počtu hojném.: [493, 816, 923, 904]
